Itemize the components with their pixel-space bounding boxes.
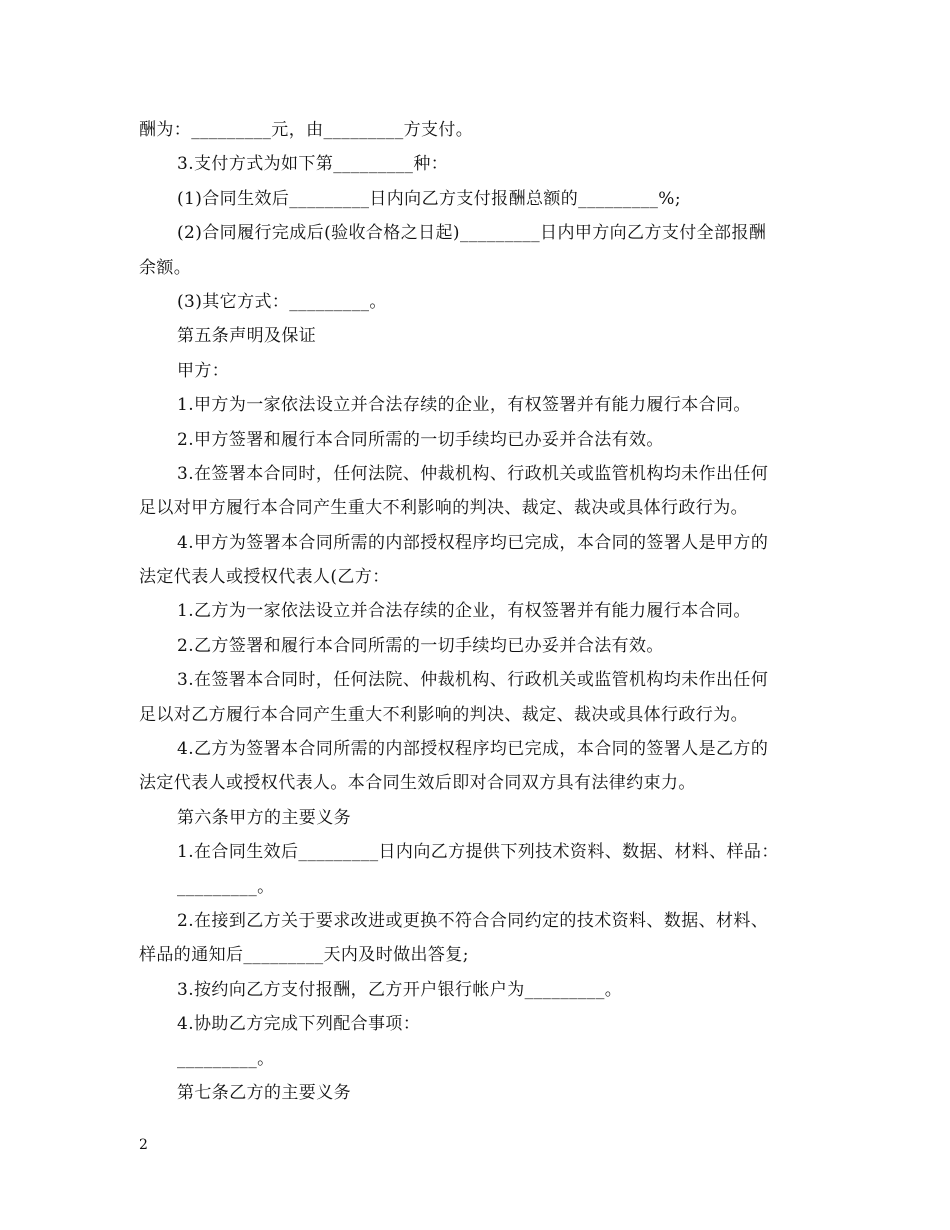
text-line: 2.甲方签署和履行本合同所需的一切手续均已办妥并合法有效。	[177, 429, 664, 450]
text-line: 4.乙方为签署本合同所需的内部授权程序均已完成，本合同的签署人是乙方的	[177, 739, 769, 760]
section-heading: 第六条甲方的主要义务	[177, 807, 351, 828]
text-line: 样品的通知后_________天内及时做出答复;	[139, 945, 469, 966]
section-heading: 第七条乙方的主要义务	[177, 1082, 351, 1103]
text-line: 2.乙方签署和履行本合同所需的一切手续均已办妥并合法有效。	[177, 635, 664, 656]
party-label: 甲方：	[177, 360, 230, 381]
text-line: 法定代表人或授权代表人。本合同生效后即对合同双方具有法律约束力。	[139, 773, 696, 794]
text-line: 3.按约向乙方支付报酬，乙方开户银行帐户为_________。	[177, 979, 623, 1000]
text-line: 3.支付方式为如下第_________种：	[177, 154, 449, 175]
text-line: 足以对甲方履行本合同产生重大不利影响的判决、裁定、裁决或具体行政行为。	[139, 498, 748, 519]
text-line: 3.在签署本合同时，任何法院、仲裁机构、行政机关或监管机构均未作出任何	[177, 463, 769, 484]
document-body	[139, 113, 811, 1110]
text-line: 4.协助乙方完成下列配合事项：	[177, 1014, 421, 1035]
text-line: _________。	[177, 876, 275, 897]
text-line: 1.乙方为一家依法设立并合法存续的企业，有权签署并有能力履行本合同。	[177, 601, 751, 622]
text-line: (1)合同生效后_________日内向乙方支付报酬总额的_________%;	[177, 188, 681, 209]
text-line: (2)合同履行完成后(验收合格之日起)_________日内甲方向乙方支付全部报酬	[177, 223, 767, 244]
text-line: 3.在签署本合同时，任何法院、仲裁机构、行政机关或监管机构均未作出任何	[177, 670, 769, 691]
text-line: (3)其它方式：_________。	[177, 291, 387, 312]
text-line: 酬为：_________元，由_________方支付。	[139, 120, 474, 140]
page-number: 2	[139, 1137, 148, 1153]
text-line: 1.甲方为一家依法设立并合法存续的企业，有权签署并有能力履行本合同。	[177, 395, 751, 416]
section-heading: 第五条声明及保证	[177, 326, 317, 347]
text-line: 余额。	[139, 257, 192, 278]
text-line: _________。	[177, 1048, 275, 1069]
text-line: 4.甲方为签署本合同所需的内部授权程序均已完成，本合同的签署人是甲方的	[177, 532, 769, 553]
text-line: 法定代表人或授权代表人(乙方：	[139, 567, 390, 588]
text-line: 足以对乙方履行本合同产生重大不利影响的判决、裁定、裁决或具体行政行为。	[139, 704, 748, 725]
text-line: 1.在合同生效后_________日内向乙方提供下列技术资料、数据、材料、样品：	[177, 842, 779, 863]
text-line: 2.在接到乙方关于要求改进或更换不符合合同约定的技术资料、数据、材料、	[177, 910, 769, 931]
